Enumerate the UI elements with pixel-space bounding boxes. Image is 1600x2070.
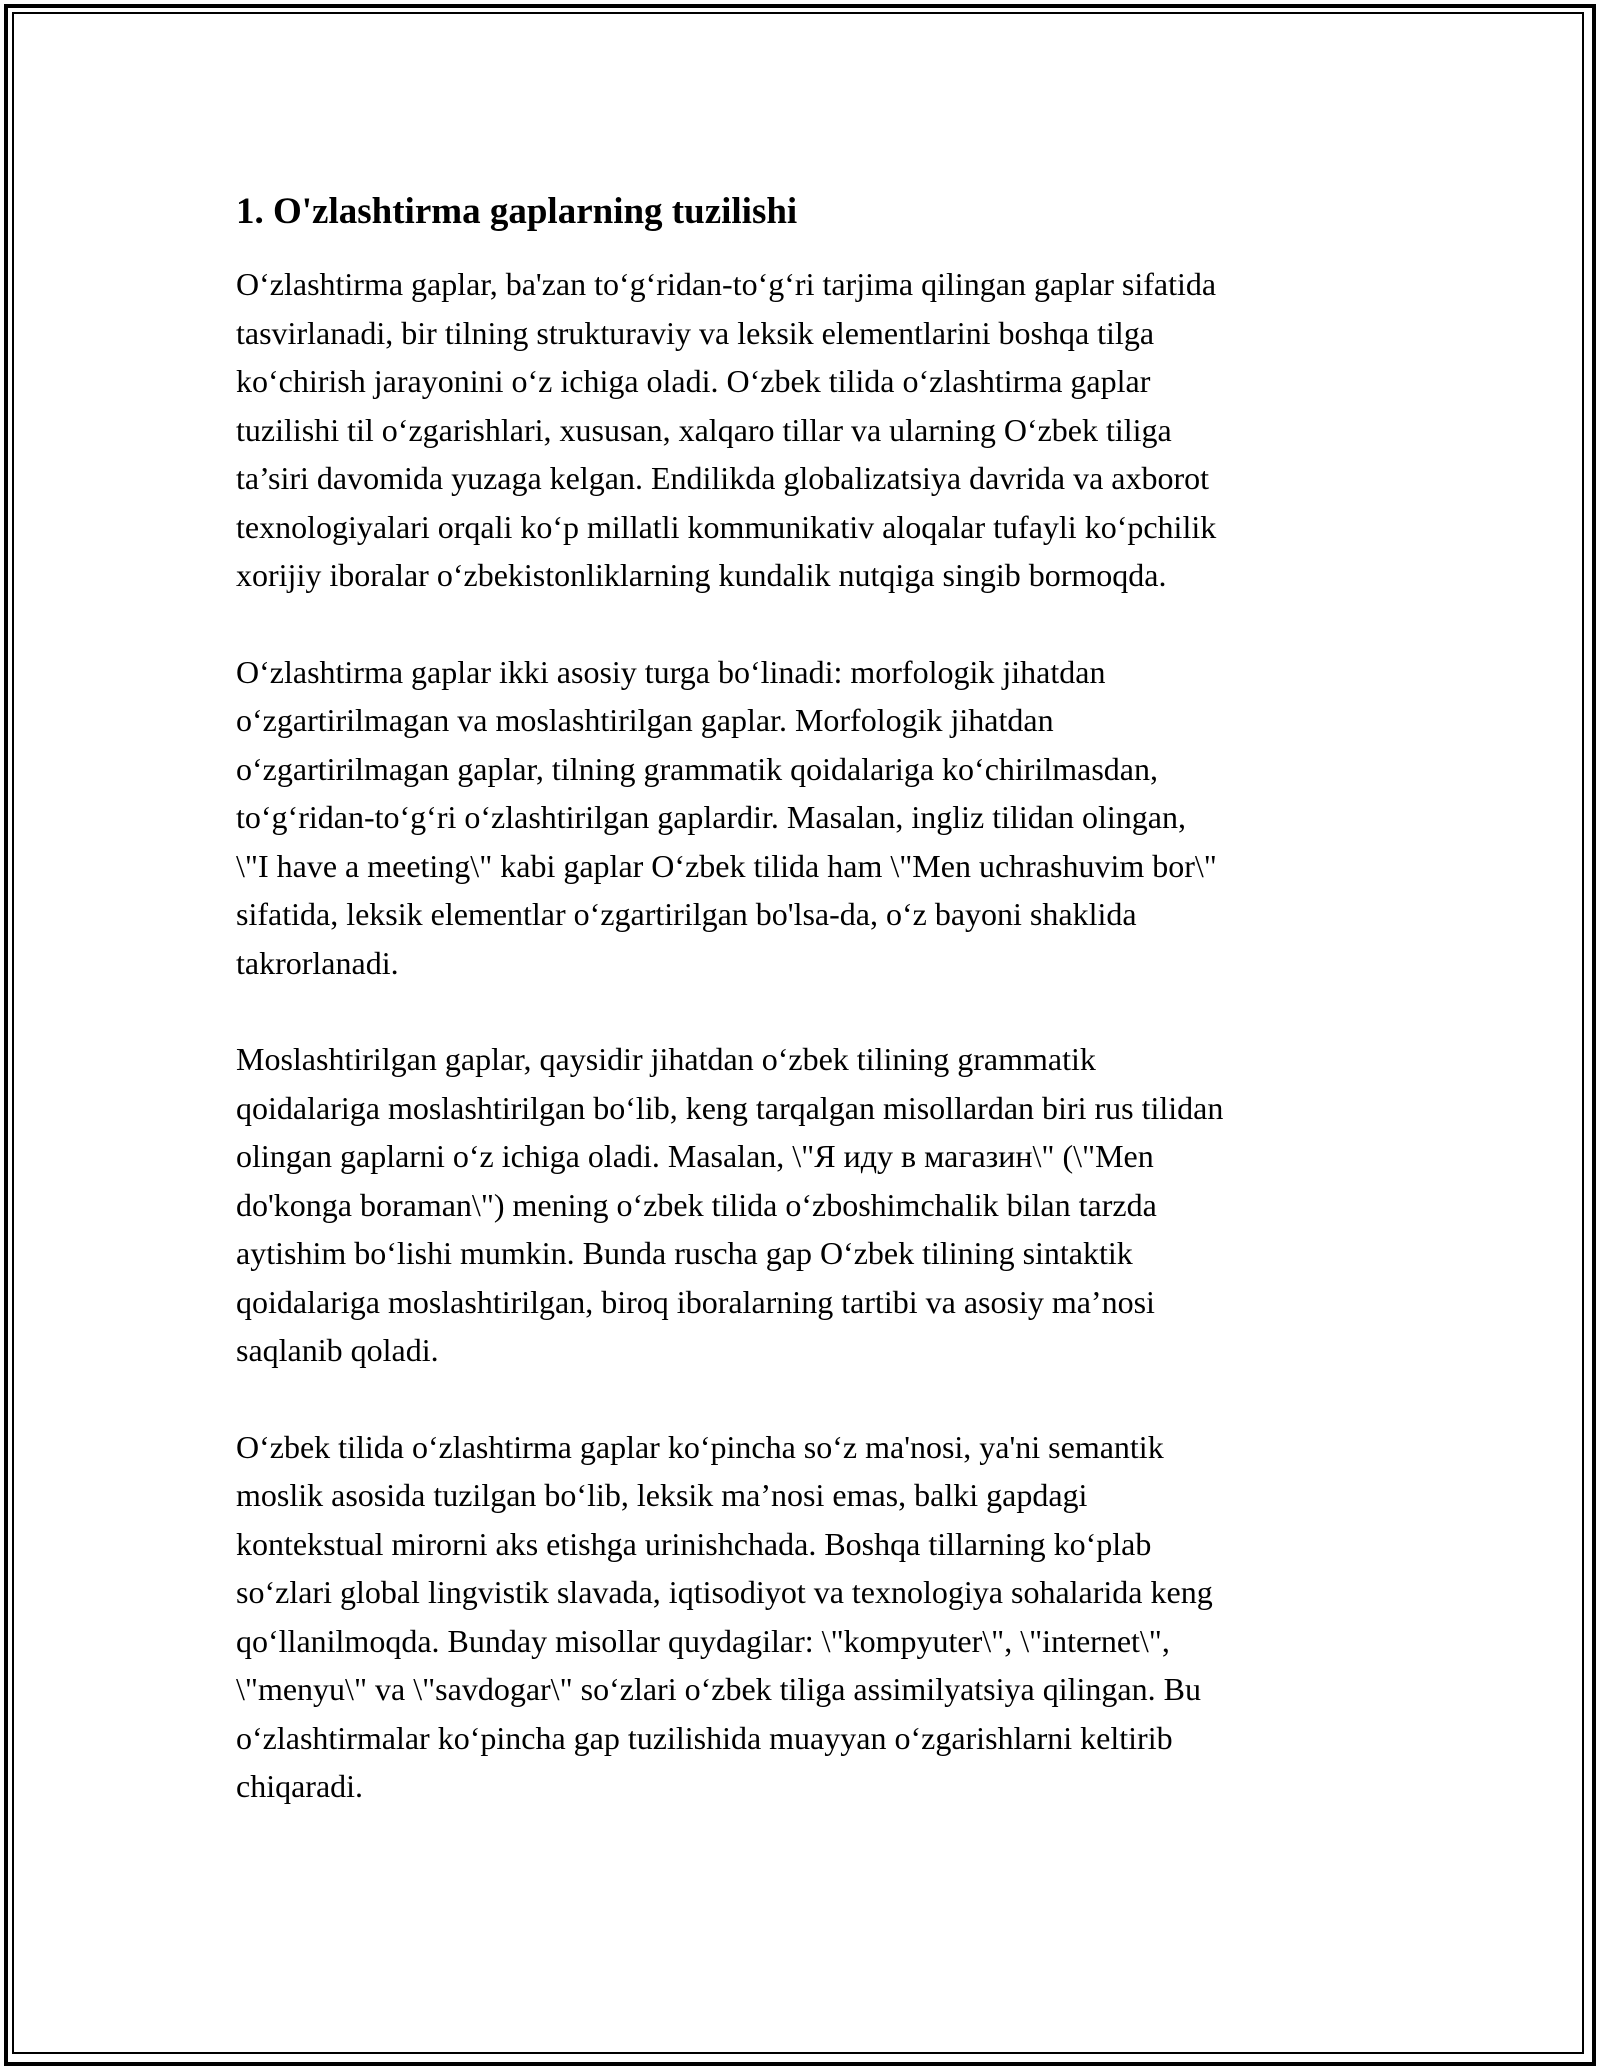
paragraph-1: O‘zlashtirma gaplar, ba'zan to‘g‘ridan-to‘g‘ri tarjima qilingan gaplar sifatida tasvirlanadi, bir tilning strukturaviy va leksik elementlarini boshqa tilga ko‘chirish jarayonini o‘z ichiga oladi. O‘zbek tilida o‘zlashtirma gaplar tuzilishi til o‘zgarishlari, xususan, xalqaro tillar va ularning O‘zbek tiliga ta’siri davomida yuzaga kelgan. Endilikda globalizatsiya davrida va axborot texnologiyalari orqali ko‘p millatli kommunikativ aloqalar tufayli ko‘pchilik xorijiy iboralar o‘zbekistonliklarning kundalik nutqiga singib bormoqda. xyxy=(236,266,1217,593)
paragraph-3: Moslashtirilgan gaplar, qaysidir jihatdan o‘zbek tilining grammatik qoidalariga moslashtirilgan bo‘lib, keng tarqalgan misollardan biri rus tilidan olingan gaplarni o‘z ichiga oladi. Masalan, \"Я иду в магазин\" (\"Men do'konga boraman\") mening o‘zbek tilida o‘zboshimchalik bilan tarzda aytishim bo‘lishi mumkin. Bunda ruscha gap O‘zbek tilining sintaktik qoidalariga moslashtirilgan, biroq iboralarning tartibi va asosiy ma’nosi saqlanib qoladi. xyxy=(236,1041,1224,1368)
paragraph-4: O‘zbek tilida o‘zlashtirma gaplar ko‘pincha so‘z ma'nosi, ya'ni semantik moslik asosida tuzilgan bo‘lib, leksik ma’nosi emas, balki gapdagi kontekstual mirorni aks etishga urinishchada. Boshqa tillarning ko‘plab so‘zlari global lingvistik slavada, iqtisodiyot va texnologiya sohalarida keng qo‘llanilmoqda. Bunday misollar quydagilar: \"kompyuter\", \"internet\", \"menyu\" va \"savdogar\" so‘zlari o‘zbek tiliga assimilyatsiya qilingan. Bu o‘zlashtirmalar ko‘pincha gap tuzilishida muayyan o‘zgarishlarni keltirib chiqaradi. xyxy=(236,1428,1213,1804)
document-body xyxy=(236,190,1374,1859)
section-heading: 1. O'zlashtirma gaplarning tuzilishi xyxy=(236,191,798,232)
paragraph-2: O‘zlashtirma gaplar ikki asosiy turga bo‘linadi: morfologik jihatdan o‘zgartirilmagan va moslashtirilgan gaplar. Morfologik jihatdan o‘zgartirilmagan gaplar, tilning grammatik qoidalariga ko‘chirilmasdan, to‘g‘ridan-to‘g‘ri o‘zlashtirilgan gaplardir. Masalan, ingliz tilidan olingan, \"I have a meeting\" kabi gaplar O‘zbek tilida ham \"Men uchrashuvim bor\" sifatida, leksik elementlar o‘zgartirilgan bo'lsa-da, o‘z bayoni shaklida takrorlanadi. xyxy=(236,653,1217,981)
